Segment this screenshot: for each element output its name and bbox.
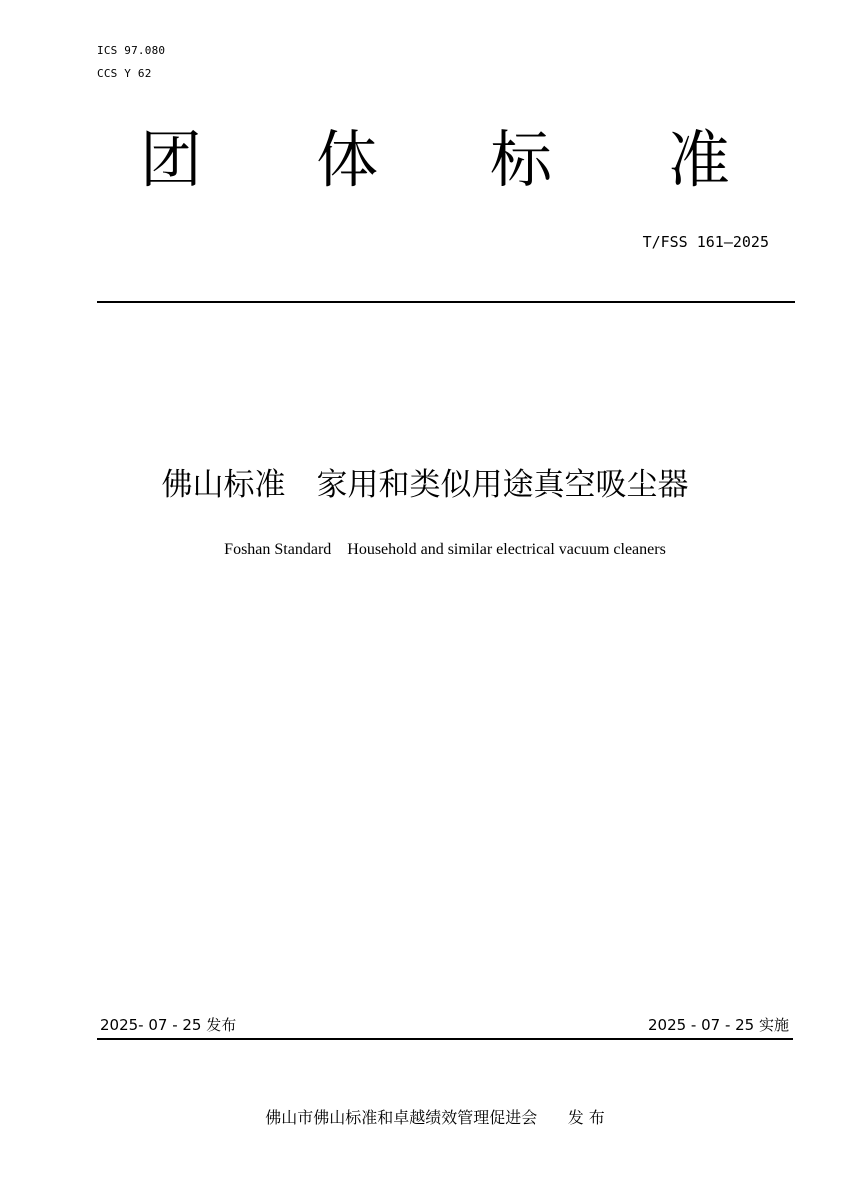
document-type-char-1: 团 bbox=[140, 123, 203, 196]
document-type-char-4: 准 bbox=[668, 123, 731, 196]
document-type-char-2: 体 bbox=[316, 123, 379, 196]
top-divider bbox=[97, 301, 795, 303]
ics-code: ICS 97.080 bbox=[97, 44, 166, 57]
ccs-code: CCS Y 62 bbox=[97, 67, 152, 80]
implement-date: 2025 - 07 - 25 实施 bbox=[647, 1016, 789, 1034]
document-type-char-3: 标 bbox=[490, 123, 553, 196]
publish-date: 2025- 07 - 25 发布 bbox=[100, 1016, 237, 1034]
title-english: Foshan Standard Household and similar electrical vacuum cleaners bbox=[224, 541, 666, 558]
publisher: 佛山市佛山标准和卓越绩效管理促进会 发 布 bbox=[265, 1108, 605, 1127]
title-chinese: 佛山标准 家用和类似用途真空吸尘器 bbox=[161, 467, 689, 503]
bottom-divider bbox=[97, 1038, 793, 1040]
standard-number: T/FSS 161—2025 bbox=[642, 233, 769, 251]
